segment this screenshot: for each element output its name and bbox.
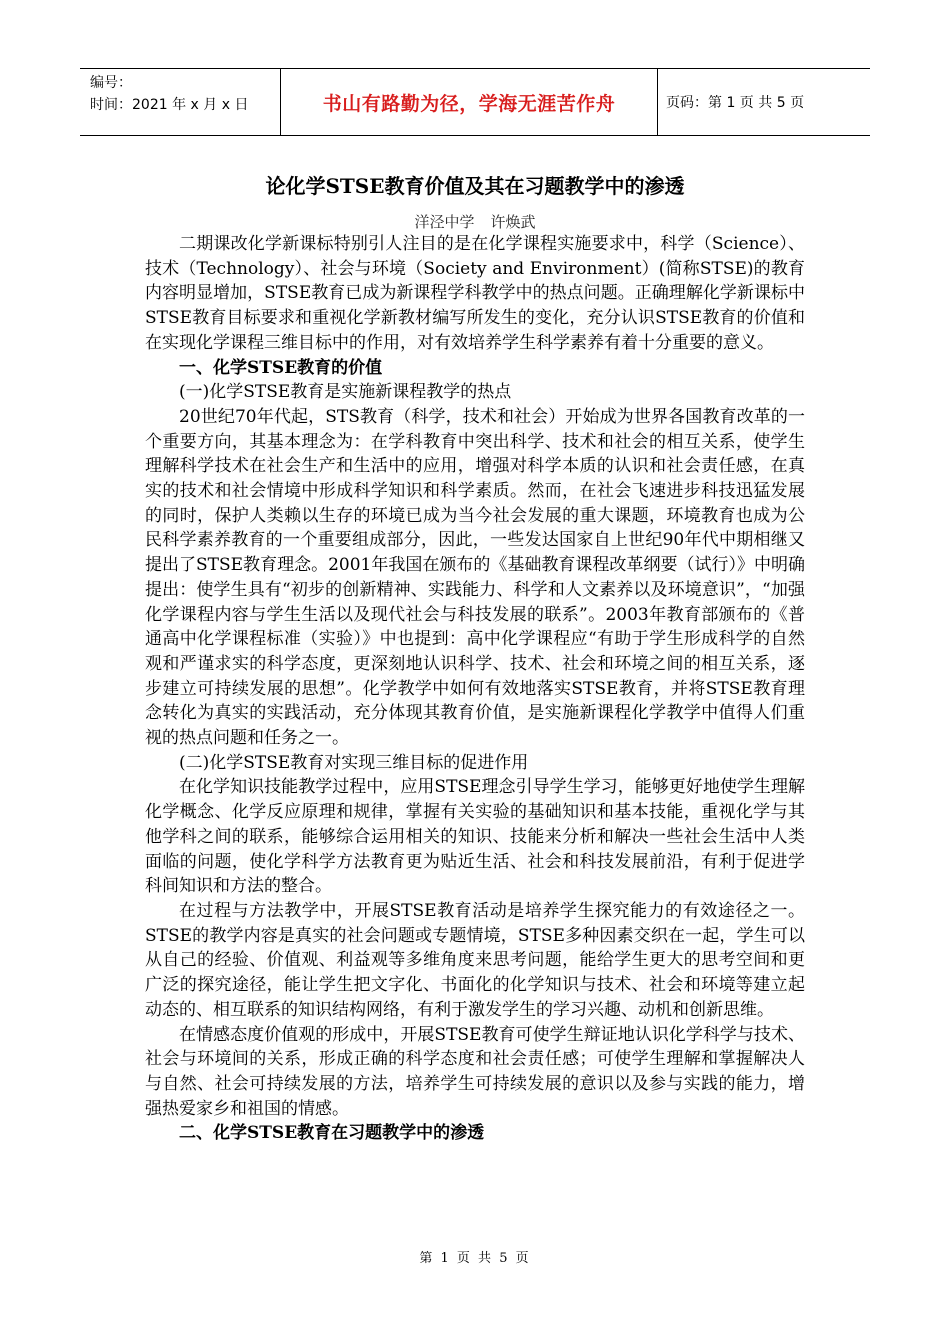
subsection-heading-2: (二)化学STSE教育对实现三维目标的促进作用 <box>179 752 529 773</box>
document-body <box>145 232 805 1146</box>
page-footer: 第 1 页 共 5 页 <box>419 1251 531 1266</box>
header-meta <box>80 69 280 135</box>
document-time-label: 时间：2021 年 x 月 x 日 <box>90 97 249 113</box>
paragraph-intro: 二期课改化学新课标特别引人注目的是在化学课程实施要求中，科学（Science）、技术（Technology）、社会与环境（Society and Environment）(简称STSE)的教育内容明显增加，STSE教育已成为新课程学科教学中的热点问题。正确理解化学新课标中STSE教育目标要求和重视化学新教材编写所发生的变化，充分认识STSE教育的价值和在实现化学课程三维目标中的作用，对有效培养学生科学素养有着十分重要的意义。 <box>145 234 805 353</box>
document-number-label: 编号： <box>90 75 132 91</box>
header-page-label: 页码：第 1 页 共 5 页 <box>666 95 805 111</box>
section-heading-1: 一、化学STSE教育的价值 <box>179 357 383 378</box>
author-line <box>0 211 950 233</box>
section-heading-2: 二、化学STSE教育在习题教学中的渗透 <box>179 1123 485 1144</box>
paragraph-sts-history: 20世纪70年代起，STS教育（科学，技术和社会）开始成为世界各国教育改革的一个重要方向，其基本理念为：在学科教育中突出科学、技术和社会的相互关系，使学生理解科学技术在社会生产和生活中的应用，增强对科学本质的认识和社会责任感，在真实的技术和社会情境中形成科学知识和科学素质。然而，在社会飞速进步科技迅猛发展的同时，保护人类赖以生存的环境已成为当今社会发展的重大课题，环境教育也成为公民科学素养教育的一个重要组成部分，因此，一些发达国家自上世纪90年代中期相继又提出了STSE教育理念。2001年我国在颁布的《基础教育课程改革纲要（试行）》中明确提出：使学生具有“初步的创新精神、实践能力、科学和人文素养以及环境意识”，“加强化学课程内容与学生生活以及现代社会与科技发展的联系”。2003年教育部颁布的《普通高中化学课程标准（实验）》中也提到：高中化学课程应“有助于学生形成科学的自然观和严谨求实的科学态度，更深刻地认识科学、技术、社会和环境之间的相互关系，逐步建立可持续发展的思想”。化学教学中如何有效地落实STSE教育，并将STSE教育理念转化为真实的实践活动，充分体现其教育价值，是实施新课程化学教学中值得人们重视的热点问题和任务之一。 <box>145 406 805 749</box>
document-title: 论化学STSE教育价值及其在习题教学中的渗透 <box>265 174 685 198</box>
subsection-heading-1: (一)化学STSE教育是实施新课程教学的热点 <box>179 382 512 403</box>
header-motto: 书山有路勤为径，学海无涯苦作舟 <box>280 69 658 135</box>
page-header <box>80 68 870 136</box>
paragraph-process-methods: 在过程与方法教学中，开展STSE教育活动是培养学生探究能力的有效途径之一。STSE的教学内容是真实的社会问题或专题情境，STSE多种因素交织在一起，学生可以从自己的经验、价值观、利益观等多维角度来思考问题，能给学生更大的思考空间和更广泛的探究途径，能让学生把文字化、书面化的化学知识与技术、社会和环境等建立起动态的、相互联系的知识结构网络，有利于激发学生的学习兴趣、动机和创新思维。 <box>145 900 805 1020</box>
author-name: 许焕武 <box>490 213 536 231</box>
school-name: 洋泾中学 <box>414 213 475 231</box>
paragraph-knowledge-skills: 在化学知识技能教学过程中，应用STSE理念引导学生学习，能够更好地使学生理解化学概念、化学反应原理和规律，掌握有关实验的基础知识和基本技能，重视化学与其他学科之间的联系，能够综合运用相关的知识、技能来分析和解决一些社会生活中人类面临的问题，使化学科学方法教育更为贴近生活、社会和科技发展前沿，有利于促进学科间知识和方法的整合。 <box>145 777 805 897</box>
paragraph-attitudes-values: 在情感态度价值观的形成中，开展STSE教育可使学生辩证地认识化学科学与技术、社会与环境间的关系，形成正确的科学态度和社会责任感；可使学生理解和掌握解决人与自然、社会可持续发展的方法，培养学生可持续发展的意识以及参与实践的能力，增强热爱家乡和祖国的情感。 <box>145 1024 805 1119</box>
